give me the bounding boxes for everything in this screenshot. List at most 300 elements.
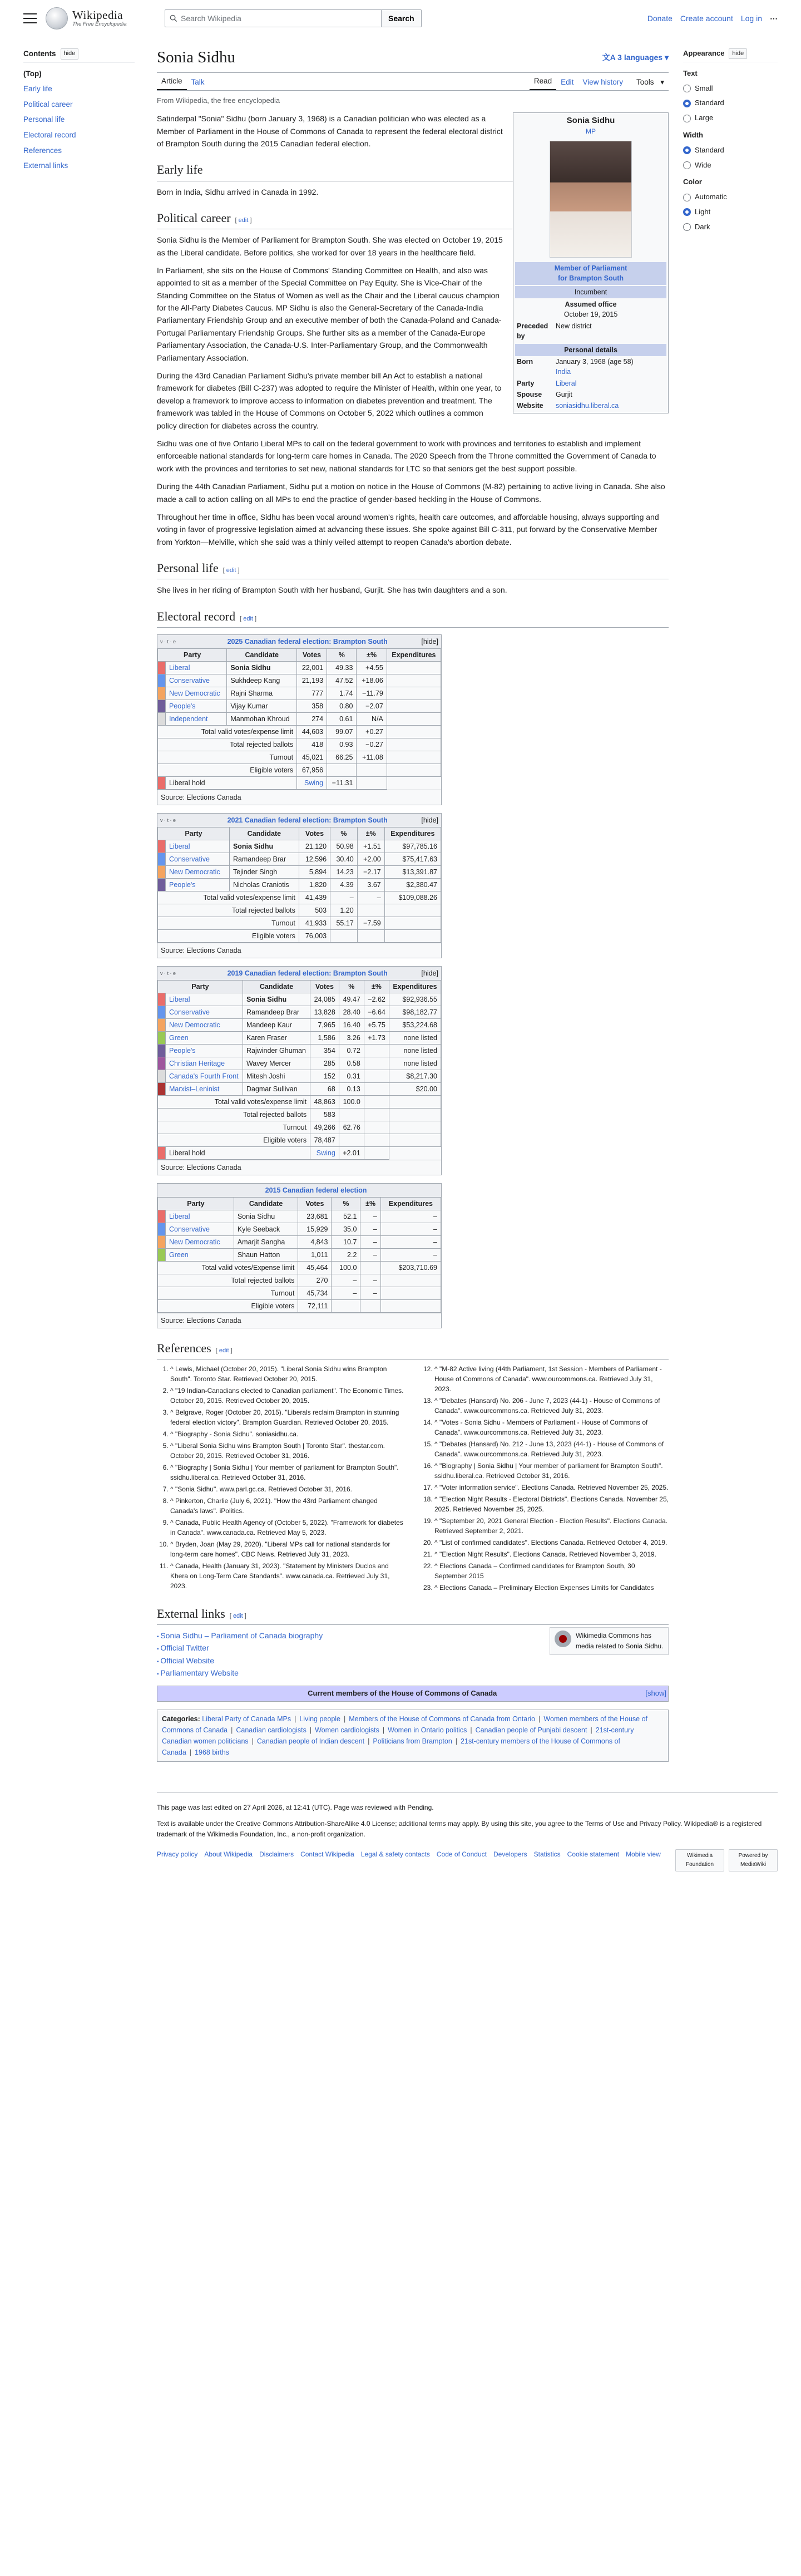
value-cell: 49.33 — [327, 661, 357, 674]
reference-item[interactable]: 2. ^ "19 Indian-Canadians elected to Canadian parliament". The Economic Times. October 20, 2015. Retrieved October 20, 2015. — [170, 1386, 404, 1406]
vte-links[interactable]: v · t · e — [160, 638, 176, 644]
reference-list — [157, 1364, 669, 1594]
party-cell[interactable]: People's — [166, 878, 230, 891]
reference-item[interactable]: 16. ^ "Biography | Sonia Sidhu | Your member of parliament for Brampton South". ssidhu.liberal.ca. Retrieved October 31, 2016. — [434, 1461, 669, 1481]
category-link[interactable]: 21st-century members of the House of Commons of Canada — [162, 1737, 620, 1757]
column-header: % — [332, 1197, 360, 1210]
election-caption[interactable]: 2025 Canadian federal election: Brampton South — [227, 637, 388, 646]
column-header: Candidate — [243, 980, 310, 993]
candidate-cell[interactable]: Tejinder Singh — [229, 865, 299, 878]
election-hide-button[interactable]: [hide] — [421, 816, 438, 824]
vte-links[interactable]: v · t · e — [160, 970, 176, 976]
category-link[interactable]: 21st-century Canadian women politicians — [162, 1726, 634, 1746]
edit-link[interactable]: edit — [233, 1612, 243, 1619]
table-header-row — [158, 1197, 441, 1210]
value-cell: 28.40 — [339, 1006, 364, 1018]
reference-item[interactable]: 7. ^ "Sonia Sidhu". www.parl.gc.ca. Retrieved October 31, 2016. — [170, 1484, 404, 1494]
infobox-incumbent: Incumbent — [515, 286, 666, 298]
reference-item[interactable]: 3. ^ Belgrave, Roger (October 20, 2015). "Liberals reclaim Brampton in stunning federal election victory". Brampton Guardian. Retrieved October 20, 2015. — [170, 1407, 404, 1427]
party-cell[interactable]: New Democratic — [166, 687, 227, 700]
toc-hide-button[interactable]: hide — [61, 48, 79, 60]
category-link[interactable]: Canadian cardiologists — [236, 1726, 306, 1735]
totals-value — [380, 1274, 441, 1287]
value-cell: $2,380.47 — [384, 878, 441, 891]
totals-label: Turnout — [158, 1121, 310, 1134]
more-options-icon[interactable]: ⋯ — [770, 13, 778, 23]
reference-item[interactable]: 11. ^ Canada, Health (January 31, 2023). "Statement by Ministers Duclos and Khera on Long-Term Care Standards". www.canada.ca. Retrieved July 31, 2023. — [170, 1561, 404, 1591]
toc-item-early-life[interactable]: Early life — [23, 85, 52, 93]
party-cell[interactable]: Green — [166, 1031, 243, 1044]
reference-item[interactable]: 19. ^ "September 20, 2021 General Election - Election Results". Elections Canada. Retrieved September 2, 2021. — [434, 1516, 669, 1536]
totals-value — [364, 1121, 389, 1134]
election-source[interactable]: Source: Elections Canada — [157, 1160, 441, 1175]
category-link[interactable]: Women members of the House of Commons of Canada — [162, 1715, 648, 1735]
election-caption[interactable]: 2015 Canadian federal election — [265, 1186, 367, 1194]
table-row — [158, 1223, 441, 1235]
candidate-cell[interactable]: Wavey Mercer — [243, 1057, 310, 1070]
reference-item[interactable]: 10. ^ Bryden, Joan (May 29, 2020). "Liberal MPs call for national standards for long-term care homes". CBC News. Retrieved July 31, 2023. — [170, 1539, 404, 1559]
tab-article[interactable]: Article — [157, 73, 187, 91]
party-cell[interactable]: Liberal — [166, 661, 227, 674]
totals-value: 44,603 — [297, 725, 327, 738]
text-size-label: Text — [683, 68, 698, 77]
reference-item[interactable]: 15. ^ "Debates (Hansard) No. 212 - June 13, 2023 (44-1) - House of Commons of Canada". www.ourcommons.ca. Retrieved July 31, 2023. — [434, 1439, 669, 1459]
born-row — [515, 356, 666, 377]
value-cell: 0.13 — [339, 1082, 364, 1095]
create-account-link[interactable]: Create account — [680, 13, 733, 23]
party-cell[interactable]: New Democratic — [166, 1018, 243, 1031]
footer-link[interactable]: Cookie statement — [567, 1850, 620, 1858]
footer-link[interactable]: Legal & safety contacts — [360, 1850, 430, 1858]
infobox-post[interactable]: MP — [586, 127, 596, 135]
candidate-cell[interactable]: Sonia Sidhu — [234, 1210, 298, 1223]
article-body — [157, 112, 669, 1762]
table-header-row — [158, 648, 441, 661]
totals-label: Eligible voters — [158, 764, 297, 776]
totals-value — [384, 917, 441, 929]
table-row — [158, 661, 441, 674]
search-input[interactable] — [165, 9, 382, 27]
toc-item-political-career[interactable]: Political career — [23, 100, 73, 109]
category-link[interactable]: Living people — [299, 1715, 340, 1723]
value-cell: $8,217.30 — [389, 1070, 441, 1082]
row-value: New district — [556, 322, 592, 330]
party-color-swatch — [158, 1082, 166, 1095]
election-hide-button[interactable]: [hide] — [421, 969, 438, 977]
party-color-swatch — [158, 1018, 166, 1031]
infobox — [513, 112, 669, 413]
footer-link[interactable]: Privacy policy — [157, 1850, 198, 1858]
search-icon — [170, 14, 177, 22]
value-cell: 12,596 — [299, 853, 330, 865]
party-color-swatch — [158, 1006, 166, 1018]
office-title[interactable]: Member of Parliament — [554, 264, 627, 273]
candidate-cell[interactable]: Sonia Sidhu — [243, 993, 310, 1006]
external-link[interactable]: ▪ Sonia Sidhu – Parliament of Canada biography — [157, 1629, 669, 1642]
election-caption[interactable]: 2019 Canadian federal election: Brampton South — [227, 969, 388, 977]
candidate-cell[interactable]: Sonia Sidhu — [227, 661, 297, 674]
footer-links — [157, 1849, 778, 1871]
footer-link[interactable]: Statistics — [533, 1850, 561, 1858]
wordmark: Wikipedia — [72, 8, 123, 22]
totals-value: 583 — [310, 1108, 339, 1121]
party-cell[interactable]: Conservative — [166, 1223, 234, 1235]
wikimedia-badge[interactable]: Wikimedia Foundation — [675, 1849, 724, 1871]
totals-value — [360, 1261, 380, 1274]
reference-item[interactable]: 12. ^ "M-82 Active living (44th Parliament, 1st Session - Members of Parliament - House of Commons of Canada". www.ourcommons.ca. Retrieved July 31, 2023. — [434, 1364, 669, 1394]
election-table — [157, 966, 442, 1175]
column-header: Expenditures — [384, 827, 441, 840]
candidate-cell[interactable]: Nicholas Craniotis — [229, 878, 299, 891]
election-grid — [157, 1197, 441, 1313]
candidate-cell[interactable]: Karen Fraser — [243, 1031, 310, 1044]
column-header: Expenditures — [380, 1197, 441, 1210]
totals-value: 0.93 — [327, 738, 357, 751]
party-color-swatch — [158, 840, 166, 853]
value-cell: 0.80 — [327, 700, 357, 712]
value-cell: – — [360, 1210, 380, 1223]
radio-label: Standard — [695, 145, 724, 154]
political-p1: Sonia Sidhu is the Member of Parliament for Brampton South. She was elected on October 19, 2015 as the Liberal candidate. Before politics, she worked for over 18 years in the healthcare field. — [157, 235, 503, 257]
table-row — [158, 712, 441, 725]
tabs-spacer — [209, 86, 530, 90]
tab-talk[interactable]: Talk — [191, 77, 205, 86]
reference-item[interactable]: 13. ^ "Debates (Hansard) No. 206 - June 7, 2023 (44-1) - House of Commons of Canada". www.ourcommons.ca. Retrieved July 31, 2023. — [434, 1396, 669, 1416]
swing-label[interactable]: Swing — [297, 776, 327, 789]
radio-label: Large — [695, 114, 714, 122]
toc-item-references[interactable]: References — [23, 146, 62, 155]
portrait-photo[interactable] — [550, 141, 632, 258]
party-cell[interactable]: Independent — [166, 712, 227, 725]
value-cell: −6.64 — [364, 1006, 389, 1018]
edit-link[interactable]: edit — [243, 615, 253, 622]
hold-label[interactable]: Liberal hold — [166, 1146, 310, 1159]
tab-history[interactable]: View history — [582, 77, 623, 86]
commons-box — [550, 1627, 669, 1655]
reference-item[interactable]: 5. ^ "Liberal Sonia Sidhu wins Brampton South | Toronto Star". thestar.com. October 20, 2015. Retrieved October 31, 2016. — [170, 1441, 404, 1461]
login-link[interactable]: Log in — [740, 13, 762, 23]
external-link[interactable]: ▪ Parliamentary Website — [157, 1667, 669, 1679]
row-key: Preceded by — [517, 322, 548, 341]
election-caption[interactable]: 2021 Canadian federal election: Brampton South — [227, 816, 388, 824]
hold-label[interactable]: Liberal hold — [166, 776, 297, 789]
swing-empty — [357, 776, 387, 789]
external-link[interactable]: ▪ Official Twitter — [157, 1642, 669, 1654]
edit-link[interactable]: edit — [226, 567, 236, 574]
navbox-title[interactable]: Current members of the House of Commons of Canada — [308, 1689, 497, 1698]
footer-badges — [675, 1849, 778, 1871]
candidate-cell[interactable]: Ramandeep Brar — [229, 853, 299, 865]
value-cell — [364, 1082, 389, 1095]
reference-item[interactable]: 20. ^ "List of confirmed candidates". Elections Canada. Retrieved October 4, 2019. — [434, 1538, 669, 1548]
row-key: Party — [517, 379, 535, 387]
value-cell: 1,586 — [310, 1031, 339, 1044]
candidate-cell[interactable]: Rajni Sharma — [227, 687, 297, 700]
edit-section: [ edit ] — [229, 1612, 246, 1619]
value-cell: $92,936.55 — [389, 993, 441, 1006]
value-cell: $13,391.87 — [384, 865, 441, 878]
reference-item[interactable]: 17. ^ "Voter information service". Elections Canada. Retrieved November 25, 2025. — [434, 1482, 669, 1493]
category-separator: | — [590, 1726, 592, 1735]
page-footer — [157, 1792, 778, 1871]
row-key: Website — [517, 401, 543, 410]
totals-value: 41,439 — [299, 891, 330, 904]
party-color-swatch — [158, 1031, 166, 1044]
category-link[interactable]: Women in Ontario politics — [388, 1726, 467, 1735]
totals-value: +0.27 — [357, 725, 387, 738]
reference-item[interactable]: 18. ^ "Election Night Results - Electoral Districts". Elections Canada. November 25, 2025. Retrieved November 25, 2025. — [434, 1494, 669, 1514]
candidate-cell[interactable]: Vijay Kumar — [227, 700, 297, 712]
toc-item-personal-life[interactable]: Personal life — [23, 115, 65, 124]
assumed-date: October 19, 2015 — [563, 310, 618, 318]
candidate-cell[interactable]: Ramandeep Brar — [243, 1006, 310, 1018]
value-cell — [364, 1070, 389, 1082]
mediawiki-badge[interactable]: Powered by MediaWiki — [729, 1849, 778, 1871]
totals-row — [158, 1095, 441, 1108]
totals-label: Total rejected ballots — [158, 1108, 310, 1121]
election-source[interactable]: Source: Elections Canada — [157, 1313, 441, 1328]
value-cell — [387, 687, 441, 700]
totals-label: Turnout — [158, 751, 297, 764]
heading-electoral-record — [157, 607, 669, 628]
radio-label: Dark — [695, 222, 710, 231]
early-life-text: Born in India, Sidhu arrived in Canada in 1992. — [157, 187, 319, 196]
candidate-cell[interactable]: Dagmar Sullivan — [243, 1082, 310, 1095]
column-header: Votes — [297, 648, 327, 661]
footer-link[interactable]: Disclaimers — [259, 1850, 294, 1858]
election-hide-button[interactable]: [hide] — [421, 637, 438, 646]
preceded-row — [515, 321, 666, 342]
toc-item-top[interactable]: (Top) — [23, 69, 42, 78]
totals-row — [158, 917, 441, 929]
reference-item[interactable]: 9. ^ Canada, Public Health Agency of (October 5, 2022). "Framework for diabetes in Canada". www.canada.ca. Retrieved May 5, 2023. — [170, 1518, 404, 1538]
tab-read[interactable]: Read — [530, 73, 556, 91]
office-district[interactable]: for Brampton South — [557, 274, 624, 283]
candidate-cell[interactable]: Shaun Hatton — [234, 1248, 298, 1261]
footer-link[interactable]: Contact Wikipedia — [300, 1850, 354, 1858]
party-color-swatch — [158, 687, 166, 700]
party-cell[interactable]: New Democratic — [166, 865, 230, 878]
category-separator: | — [470, 1726, 472, 1735]
commons-text[interactable]: Wikimedia Commons has media related to Sonia Sidhu. — [576, 1631, 664, 1650]
category-link[interactable]: Women cardiologists — [315, 1726, 379, 1735]
totals-value — [387, 738, 441, 751]
swing-label[interactable]: Swing — [310, 1146, 339, 1159]
election-caption-bar — [157, 635, 441, 648]
party-link[interactable]: Liberal — [556, 379, 577, 387]
language-button[interactable]: 文A 3 languages ▾ — [602, 53, 669, 62]
election-source[interactable]: Source: Elections Canada — [157, 790, 441, 805]
candidate-cell[interactable]: Manmohan Khroud — [227, 712, 297, 725]
footer-link[interactable]: Developers — [493, 1850, 527, 1858]
value-cell — [364, 1044, 389, 1057]
footer-link[interactable]: Mobile view — [626, 1850, 661, 1858]
toc-item-external-links[interactable]: External links — [23, 161, 68, 170]
totals-row — [158, 929, 441, 942]
category-link[interactable]: Liberal Party of Canada MPs — [202, 1715, 291, 1723]
candidate-cell[interactable]: Rajwinder Ghuman — [243, 1044, 310, 1057]
value-cell: 10.7 — [332, 1235, 360, 1248]
candidate-cell[interactable]: Kyle Seeback — [234, 1223, 298, 1235]
value-cell: 49.47 — [339, 993, 364, 1006]
page-title-bar — [157, 37, 669, 73]
election-source[interactable]: Source: Elections Canada — [157, 943, 441, 958]
navbox-show-button[interactable]: [show] — [645, 1689, 666, 1698]
search-button[interactable]: Search — [382, 9, 422, 27]
totals-value: 55.17 — [330, 917, 358, 929]
totals-value — [387, 764, 441, 776]
wikipedia-logo[interactable] — [46, 7, 151, 29]
table-row — [158, 993, 441, 1006]
language-count: 3 languages — [617, 53, 663, 62]
website-link[interactable]: soniasidhu.liberal.ca — [556, 401, 619, 410]
reference-item[interactable]: 21. ^ "Election Night Results". Elections Canada. Retrieved November 3, 2019. — [434, 1549, 669, 1559]
totals-label: Eligible voters — [158, 1134, 310, 1146]
totals-value — [327, 764, 357, 776]
candidate-cell[interactable]: Sonia Sidhu — [229, 840, 299, 853]
value-cell: 3.26 — [339, 1031, 364, 1044]
totals-value — [384, 929, 441, 942]
value-cell: 4,843 — [298, 1235, 332, 1248]
party-cell[interactable]: Christian Heritage — [166, 1057, 243, 1070]
show-label: show — [647, 1689, 665, 1698]
column-header: Candidate — [229, 827, 299, 840]
category-link[interactable]: Members of the House of Commons of Canada from Ontario — [349, 1715, 536, 1723]
party-cell[interactable]: Marxist–Leninist — [166, 1082, 243, 1095]
candidate-cell[interactable]: Amarjit Sangha — [234, 1235, 298, 1248]
hold-row — [158, 1146, 441, 1159]
party-cell[interactable]: Conservative — [166, 674, 227, 687]
totals-row — [158, 1287, 441, 1299]
totals-value — [380, 1299, 441, 1312]
reference-item[interactable]: 14. ^ "Votes - Sonia Sidhu - Members of Parliament - House of Commons of Canada". www.ourcommons.ca. Retrieved July 31, 2023. — [434, 1417, 669, 1437]
value-cell: 152 — [310, 1070, 339, 1082]
swing-value: +2.01 — [339, 1146, 364, 1159]
row-value — [556, 357, 634, 377]
party-cell[interactable]: Liberal — [166, 993, 243, 1006]
category-link[interactable]: Canadian people of Punjabi descent — [475, 1726, 587, 1735]
edit-link[interactable]: edit — [238, 216, 249, 224]
party-color-swatch — [158, 712, 166, 725]
value-cell: 21,193 — [297, 674, 327, 687]
column-header: Party — [158, 980, 243, 993]
party-cell[interactable]: Green — [166, 1248, 234, 1261]
reference-item[interactable]: 22. ^ Elections Canada – Confirmed candidates for Brampton South, 30 September 2015 — [434, 1561, 669, 1581]
totals-value: – — [332, 1274, 360, 1287]
value-cell: 21,120 — [299, 840, 330, 853]
category-link[interactable]: 1968 births — [195, 1748, 229, 1757]
row-key: Spouse — [517, 390, 542, 398]
appearance-hide-button[interactable]: hide — [729, 48, 747, 60]
category-separator: | — [538, 1715, 541, 1723]
value-cell: 14.23 — [330, 865, 358, 878]
tab-tools[interactable]: Tools ▾ — [627, 74, 669, 91]
election-table — [157, 1183, 442, 1328]
totals-label: Eligible voters — [158, 1299, 298, 1312]
toc-title: Contents — [23, 50, 56, 58]
party-cell[interactable]: Liberal — [166, 840, 230, 853]
party-cell[interactable]: Canada's Fourth Front — [166, 1070, 243, 1082]
totals-label: Total rejected ballots — [158, 1274, 298, 1287]
election-caption-bar — [157, 967, 441, 980]
tagline: The Free Encyclopedia — [72, 21, 127, 27]
party-cell[interactable]: Liberal — [166, 1210, 234, 1223]
donate-link[interactable]: Donate — [647, 13, 673, 23]
party-cell[interactable]: People's — [166, 1044, 243, 1057]
category-link[interactable]: Politicians from Brampton — [373, 1737, 452, 1746]
toc-item-electoral-record[interactable]: Electoral record — [23, 130, 76, 139]
edit-section: [ edit ] — [222, 567, 240, 574]
totals-value: 100.0 — [332, 1261, 360, 1274]
external-link[interactable]: ▪ Official Website — [157, 1654, 669, 1667]
totals-label: Total rejected ballots — [158, 738, 297, 751]
party-cell[interactable]: Conservative — [166, 1006, 243, 1018]
value-cell: 4.39 — [330, 878, 358, 891]
candidate-cell[interactable]: Sukhdeep Kang — [227, 674, 297, 687]
column-header: Party — [158, 827, 230, 840]
table-row — [158, 1070, 441, 1082]
candidate-cell[interactable]: Mandeep Kaur — [243, 1018, 310, 1031]
reference-item[interactable]: 6. ^ "Biography | Sonia Sidhu | Your member of parliament for Brampton South". ssidhu.liberal.ca. Retrieved October 31, 2016. — [170, 1462, 404, 1482]
vte-links[interactable]: v · t · e — [160, 817, 176, 823]
candidate-cell[interactable]: Mitesh Joshi — [243, 1070, 310, 1082]
party-color-swatch — [158, 993, 166, 1006]
edit-link[interactable]: edit — [219, 1347, 229, 1354]
totals-row — [158, 1108, 441, 1121]
party-cell[interactable]: New Democratic — [166, 1235, 234, 1248]
election-grid — [157, 980, 441, 1160]
reference-item[interactable]: 23. ^ Elections Canada – Preliminary Election Expenses Limits for Candidates — [434, 1583, 669, 1593]
value-cell: N/A — [357, 712, 387, 725]
main-menu-icon[interactable] — [23, 13, 37, 23]
tab-edit[interactable]: Edit — [561, 77, 574, 86]
totals-value — [339, 1134, 364, 1146]
license-text: Text is available under the Creative Commons Attribution-ShareAlike 4.0 License; additional terms may apply. By using this site, you agree to the Terms of Use and Privacy Policy. Wikipedia® is a registered trademark of the Wikimedia Foundation, Inc., a non-profit organization. — [157, 1820, 762, 1839]
footer-link[interactable]: Code of Conduct — [436, 1850, 487, 1858]
totals-value: 76,003 — [299, 929, 330, 942]
totals-value: 45,464 — [298, 1261, 332, 1274]
totals-value — [360, 1299, 380, 1312]
born-place-link[interactable]: India — [556, 368, 571, 376]
categories-label[interactable]: Categories: — [162, 1715, 200, 1723]
personal-details-header: Personal details — [515, 344, 666, 356]
value-cell: 47.52 — [327, 674, 357, 687]
reference-item[interactable]: 1. ^ Lewis, Michael (October 20, 2015). "Liberal Sonia Sidhu wins Brampton South". Toronto Star. Retrieved October 20, 2015. — [170, 1364, 404, 1384]
party-color-swatch — [158, 878, 166, 891]
row-key: Born — [517, 358, 533, 366]
footer-link[interactable]: About Wikipedia — [204, 1850, 253, 1858]
party-color-swatch — [158, 661, 166, 674]
totals-value: 67,956 — [297, 764, 327, 776]
party-cell[interactable]: People's — [166, 700, 227, 712]
column-header: Candidate — [234, 1197, 298, 1210]
reference-item[interactable]: 4. ^ "Biography - Sonia Sidhu". soniasidhu.ca. — [170, 1429, 404, 1439]
value-cell: 1.74 — [327, 687, 357, 700]
totals-label: Total valid votes/expense limit — [158, 891, 299, 904]
category-link[interactable]: Canadian people of Indian descent — [256, 1737, 365, 1746]
edit-section: [ edit ] — [215, 1347, 233, 1354]
reference-item[interactable]: 8. ^ Pinkerton, Charlie (July 6, 2021). "How the 43rd Parliament changed Canada's laws". iPolitics. — [170, 1496, 404, 1516]
table-row — [158, 1248, 441, 1261]
party-cell[interactable]: Conservative — [166, 853, 230, 865]
table-row — [158, 1044, 441, 1057]
page-title: Sonia Sidhu — [157, 48, 235, 66]
category-separator: | — [309, 1726, 312, 1735]
value-cell: none listed — [389, 1044, 441, 1057]
totals-label: Total valid votes/expense limit — [158, 725, 297, 738]
totals-row — [158, 764, 441, 776]
heading-references — [157, 1338, 669, 1360]
